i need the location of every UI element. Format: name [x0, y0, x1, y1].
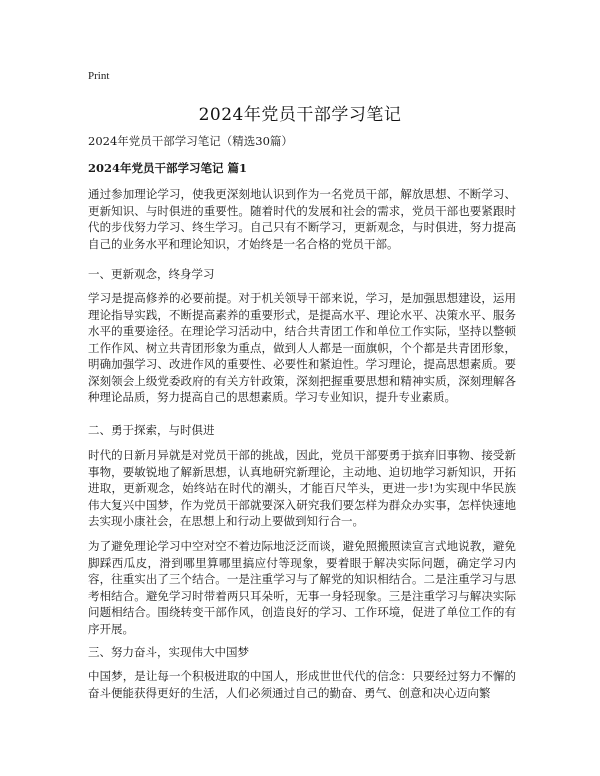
- section-3-paragraph: 中国梦，是让每一个积极进取的中国人，形成世世代代的信念：只要经过努力不懈的奋斗便能获得更好的生活，人们必须通过自己的勤奋、勇气、创意和决心迈向繁: [88, 669, 516, 700]
- print-link[interactable]: Print: [88, 70, 110, 82]
- intro-paragraph: 通过参加理论学习，使我更深刻地认识到作为一名党员干部，解放思想、不断学习、更新知识、与时俱进的重要性。随着时代的发展和社会的需求，党员干部也要紧跟时代的步伐努力学习、终生学习。自己只有不断学习，更新观念，与时俱进，努力提高自己的业务水平和理论知识，才始终是一名合格的党员干部。: [88, 187, 516, 251]
- section-2-paragraph-2: 为了避免理论学习中空对空不着边际地泛泛而谈，避免照搬照读宣言式地说教，避免脚踩西瓜皮，滑到哪里算哪里搞应付等现象，要着眼于解决实际问题，确定学习内容，往重实出了三个结合。一是注重学习与了解党的知识相结合。二是注重学习与思考相结合。避免学习时带着两只耳朵听，无事一身轻现象。三是注重学习与解决实际问题相结合。围绕转变干部作风，创造良好的学习、工作环境，促进了单位工作的有序开展。: [88, 539, 516, 636]
- page-title: 2024年党员干部学习笔记: [198, 105, 402, 125]
- section-heading-1: 一、更新观念，终身学习: [88, 267, 215, 281]
- article-heading: 2024年党员干部学习笔记 篇1: [88, 161, 248, 175]
- section-2-paragraph-1: 时代的日新月异就是对党员干部的挑战，因此，党员干部要勇于摈弃旧事物、接受新事物，要敏锐地了解新思想，认真地研究新理论，主动地、迫切地学习新知识，开拓进取，更新观念，始终站在时代的潮头，才能百尺竿头，更进一步!为实现中华民族伟大复兴中国梦，作为党员干部就要深入研究我们要怎样为群众办实事，怎样快速地去实现小康社会，在思想上和行动上要做到知行合一。: [88, 448, 516, 528]
- document-subtitle: 2024年党员干部学习笔记（精选30篇）: [88, 134, 293, 148]
- section-heading-3: 三、努力奋斗，实现伟大中国梦: [88, 645, 249, 659]
- section-heading-2: 二、勇于探索，与时俱进: [88, 423, 215, 437]
- section-1-paragraph: 学习是提高修养的必要前提。对于机关领导干部来说，学习，是加强思想建设，运用理论指导实践，不断提高素养的重要形式，是提高水平、理论水平、决策水平、服务水平的重要途径。在理论学习活动中，结合共青团工作和单位工作实际，坚持以整顿工作作风、树立共青团形象为重点，做到人人都是一面旗帜，个个都是共青团形象，明确加强学习、改进作风的重要性、必要性和紧迫性。学习理论，提高思想素质。要深刻领会上级党委政府的有关方针政策，深刻把握重要思想和精神实质，深刻理解各种理论品质，努力提高自己的思想素质。学习专业知识，提升专业素质。: [88, 291, 516, 404]
